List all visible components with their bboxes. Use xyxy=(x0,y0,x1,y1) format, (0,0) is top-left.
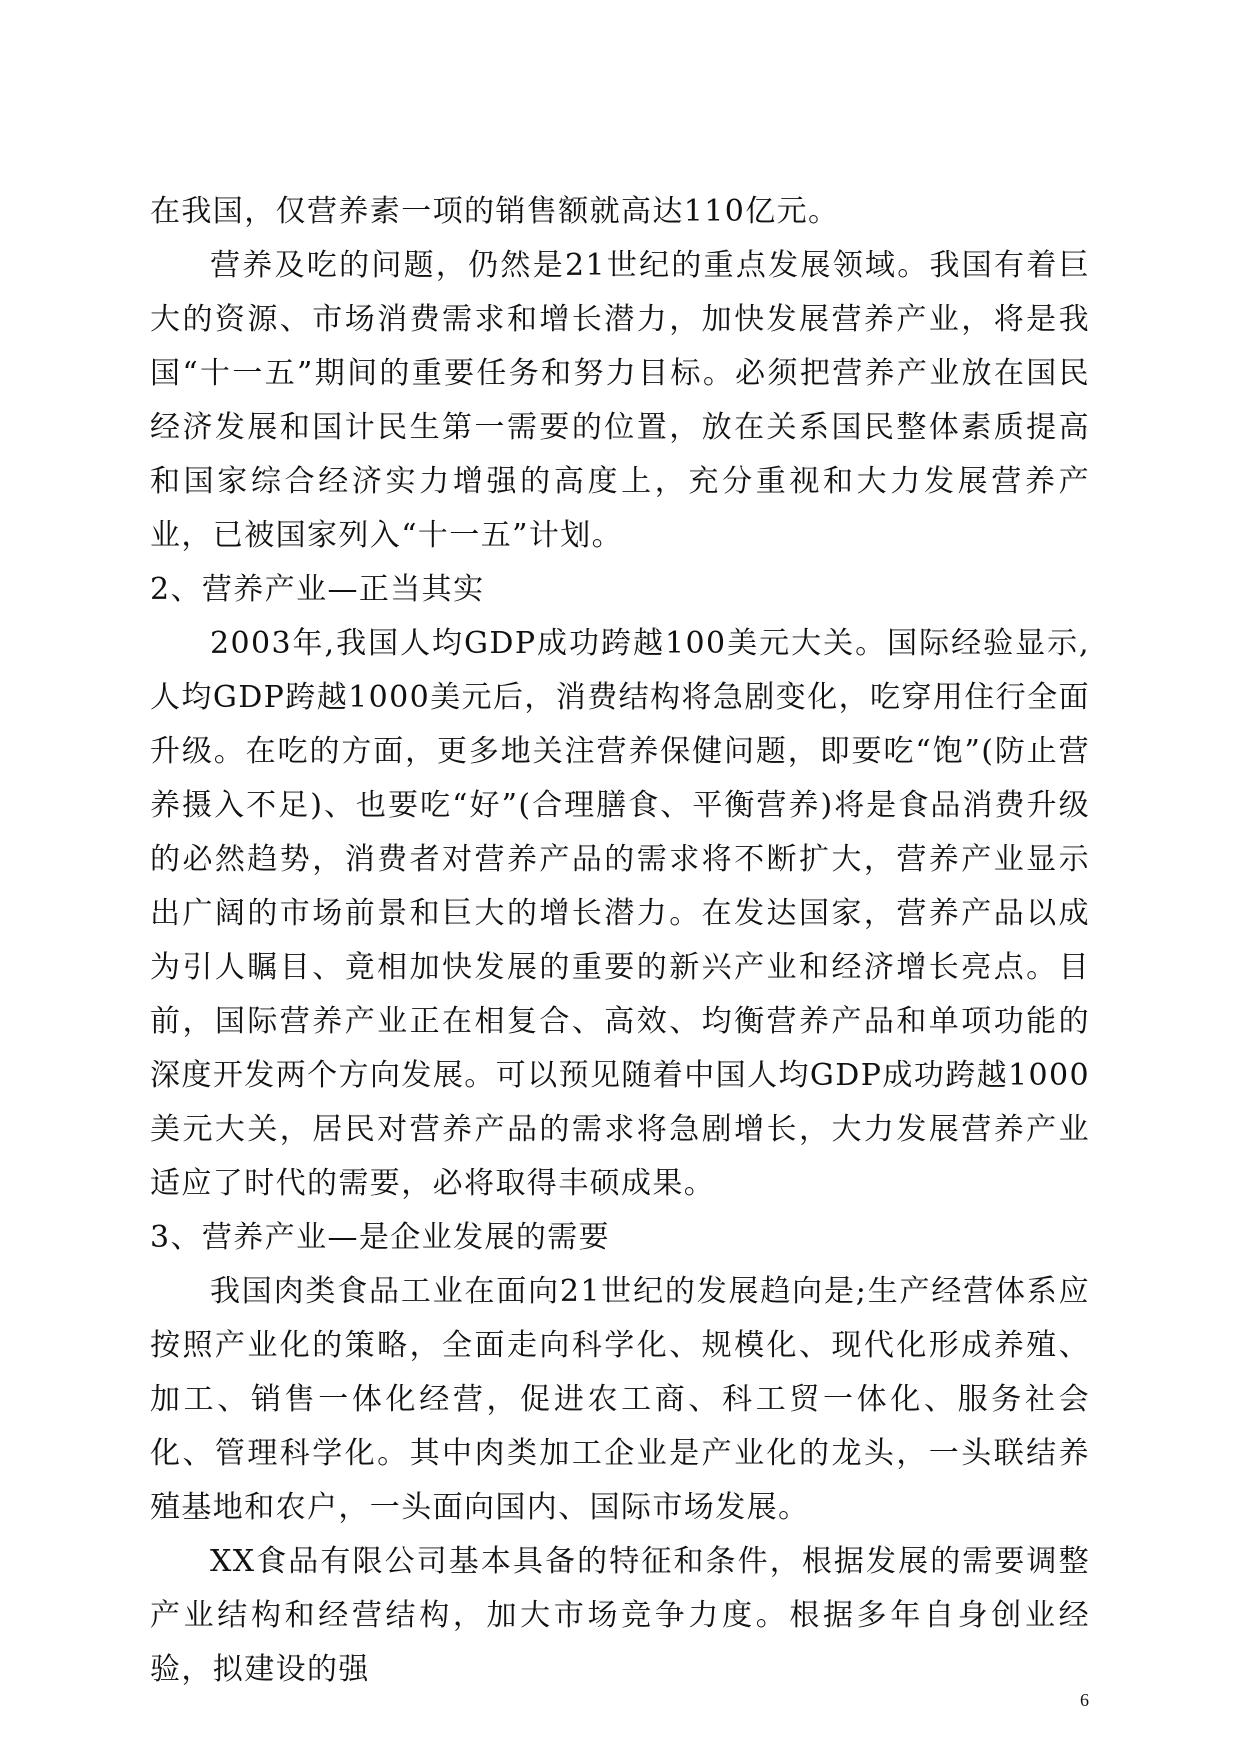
document-body xyxy=(150,185,1090,1697)
paragraph-meat-industry: 我国肉类食品工业在面向21世纪的发展趋向是;生产经营体系应按照产业化的策略，全面走向科学化、规模化、现代化形成养殖、加工、销售一体化经营，促进农工商、科工贸一体化、服务社会化、管理科学化。其中肉类加工企业是产业化的龙头，一头联结养殖基地和农户，一头面向国内、国际市场发展。 xyxy=(150,1274,1090,1525)
paragraph-nutrition-development: 营养及吃的问题，仍然是21世纪的重点发展领域。我国有着巨大的资源、市场消费需求和增长潜力，加快发展营养产业，将是我国“十一五”期间的重要任务和努力目标。必须把营养产业放在国民经济发展和国计民生第一需要的位置，放在关系国民整体素质提高和国家综合经济实力增强的高度上，充分重视和大力发展营养产业，已被国家列入“十一五”计划。 xyxy=(150,248,1090,553)
section-heading-3: 3、营养产业—是企业发展的需要 xyxy=(150,1220,611,1255)
page-number: 6 xyxy=(1080,1690,1089,1710)
paragraph-continuation: 在我国，仅营养素一项的销售额就高达110亿元。 xyxy=(150,194,840,229)
paragraph-gdp-consumption: 2003年,我国人均GDP成功跨越100美元大关。国际经验显示,人均GDP跨越1000美元后，消费结构将急剧变化，吃穿用住行全面升级。在吃的方面，更多地关注营养保健问题，即要吃“饱”(防止营养摄入不足)、也要吃“好”(合理膳食、平衡营养)将是食品消费升级的必然趋势，消费者对营养产品的需求将不断扩大，营养产业显示出广阔的市场前景和巨大的增长潜力。在发达国家，营养产品以成为引人瞩目、竟相加快发展的重要的新兴产业和经济增长亮点。目前，国际营养产业正在相复合、高效、均衡营养产品和单项功能的深度开发两个方向发展。可以预见随着中国人均GDP成功跨越1000美元大关，居民对营养产品的需求将急剧增长，大力发展营养产业适应了时代的需要，必将取得丰硕成果。 xyxy=(150,626,1090,1201)
paragraph-company: XX食品有限公司基本具备的特征和条件，根据发展的需要调整产业结构和经营结构，加大市场竞争力度。根据多年自身创业经验，拟建设的强 xyxy=(150,1544,1090,1687)
section-heading-2: 2、营养产业—正当其实 xyxy=(150,572,485,607)
